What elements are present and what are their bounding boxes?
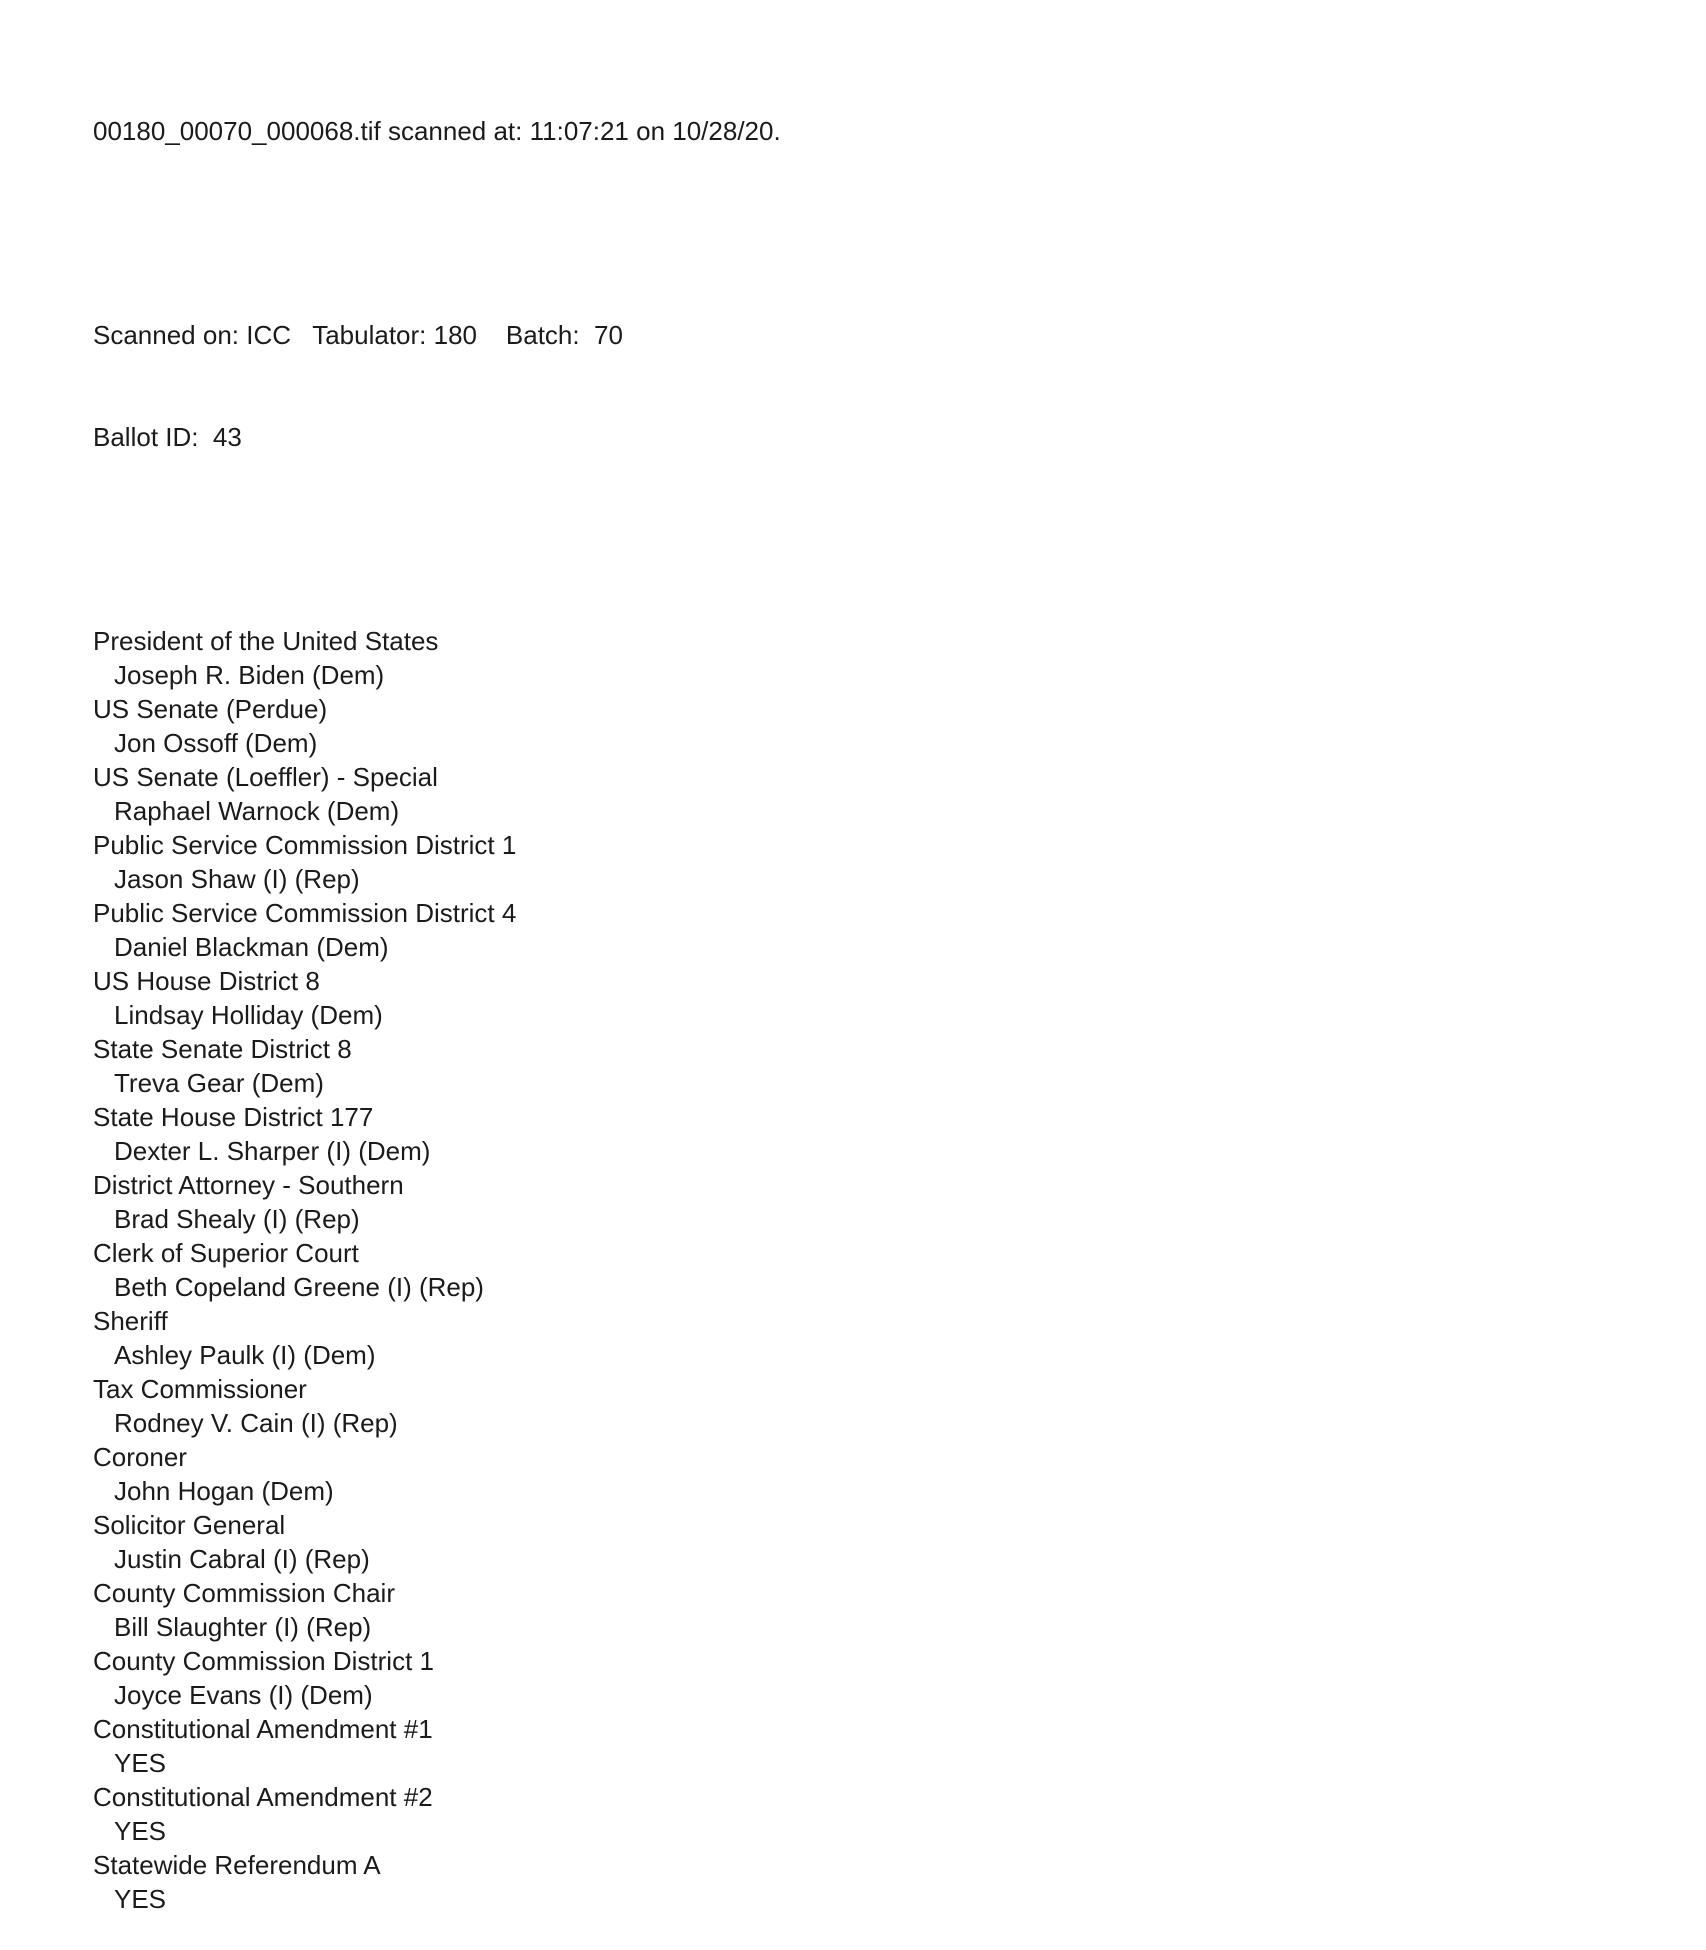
contest-selection: Bill Slaughter (I) (Rep) [114,1612,372,1642]
contest-selection: YES [114,1816,167,1846]
scan-info-line: Scanned on: ICC Tabulator: 180 Batch: 70 [93,320,623,350]
contest-selection: YES [114,1748,167,1778]
ballot-id-line: Ballot ID: 43 [93,422,242,452]
contest-selection: Daniel Blackman (Dem) [114,932,389,962]
contest-title: Public Service Commission District 4 [93,898,517,928]
contest-selection: Brad Shealy (I) (Rep) [114,1204,360,1234]
contest-title: US Senate (Perdue) [93,694,328,724]
spacer [93,216,1666,250]
contest-title: US Senate (Loeffler) - Special [93,762,438,792]
ballot-scan-document [93,46,1666,1950]
contest-selection: Joseph R. Biden (Dem) [114,660,385,690]
contest-title: Sheriff [93,1306,168,1336]
contest-selection: Joyce Evans (I) (Dem) [114,1680,373,1710]
contest-title: Solicitor General [93,1510,286,1540]
contest-selection: Ashley Paulk (I) (Dem) [114,1340,376,1370]
contest-title: Statewide Referendum A [93,1850,381,1880]
contest-title: State Senate District 8 [93,1034,352,1064]
contest-selection: John Hogan (Dem) [114,1476,334,1506]
contest-title: County Commission Chair [93,1578,395,1608]
contest-selection: YES [114,1884,167,1914]
contest-title: County Commission District 1 [93,1646,434,1676]
contest-selection: Beth Copeland Greene (I) (Rep) [114,1272,484,1302]
contest-selection: Rodney V. Cain (I) (Rep) [114,1408,398,1438]
contest-selection: Lindsay Holliday (Dem) [114,1000,383,1030]
contest-title: District Attorney - Southern [93,1170,404,1200]
contest-title: US House District 8 [93,966,320,996]
contest-selection: Justin Cabral (I) (Rep) [114,1544,370,1574]
contest-list [93,624,1666,1916]
contest-selection: Jason Shaw (I) (Rep) [114,864,360,894]
contest-selection: Jon Ossoff (Dem) [114,728,318,758]
scan-file-line: 00180_00070_000068.tif scanned at: 11:07:21 on 10/28/20. [93,116,781,146]
contest-title: Clerk of Superior Court [93,1238,359,1268]
contest-selection: Treva Gear (Dem) [114,1068,324,1098]
contest-selection: Raphael Warnock (Dem) [114,796,400,826]
contest-selection: Dexter L. Sharper (I) (Dem) [114,1136,431,1166]
contest-title: State House District 177 [93,1102,374,1132]
contest-title: Constitutional Amendment #2 [93,1782,433,1812]
spacer [93,522,1666,556]
contest-title: Coroner [93,1442,187,1472]
contest-title: Constitutional Amendment #1 [93,1714,433,1744]
contest-title: Public Service Commission District 1 [93,830,517,860]
contest-title: Tax Commissioner [93,1374,307,1404]
contest-title: President of the United States [93,626,439,656]
